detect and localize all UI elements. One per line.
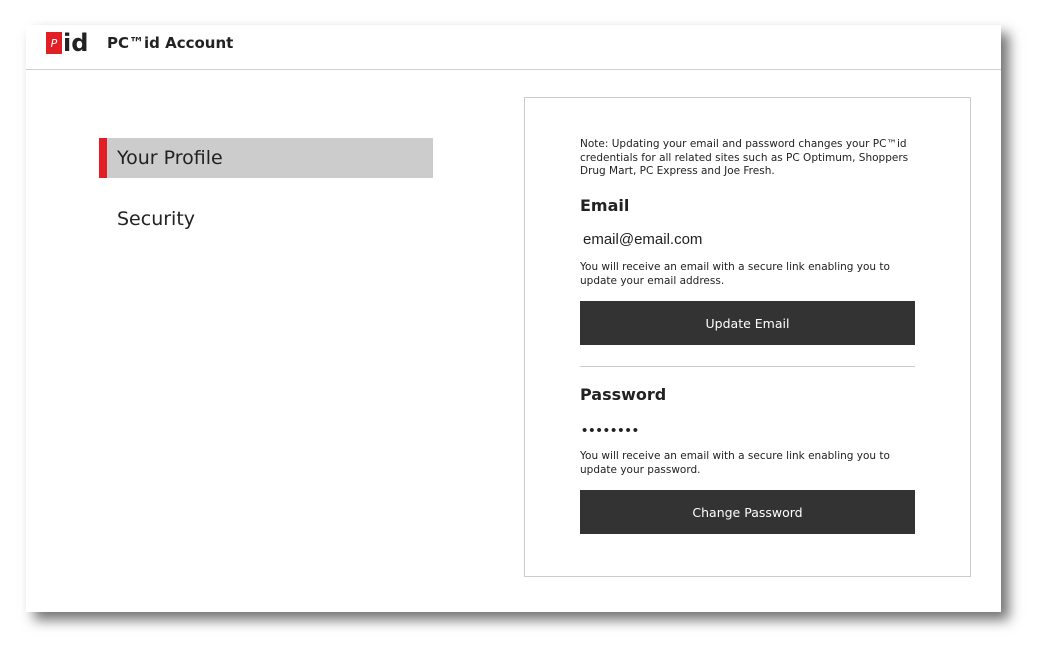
update-email-button[interactable]: Update Email [580, 301, 915, 345]
email-heading: Email [580, 196, 630, 215]
divider [580, 366, 915, 367]
email-help-text: You will receive an email with a secure link enabling you to update your email address. [580, 261, 890, 287]
sidebar-item-security[interactable]: Security [117, 208, 196, 230]
sidebar-item-your-profile[interactable]: Your Profile [99, 138, 433, 178]
email-value: email@email.com [583, 231, 703, 248]
credentials-note: Note: Updating your email and password changes your PC™id credentials for all related sites such as PC Optimum, Shoppers Drug Mart, PC Express and Joe Fresh. [580, 138, 909, 177]
password-heading: Password [580, 385, 667, 404]
profile-panel [524, 97, 971, 577]
pc-id-logo[interactable] [46, 29, 89, 57]
header [26, 25, 1001, 70]
password-value: •••••••• [582, 422, 641, 439]
app-window [26, 25, 1001, 612]
change-password-button[interactable]: Change Password [580, 490, 915, 534]
pc-logo-icon: P [46, 32, 62, 54]
logo-text: id [63, 29, 89, 57]
password-help-text: You will receive an email with a secure link enabling you to update your password. [580, 450, 890, 476]
page-title: PC™id Account [107, 34, 234, 52]
